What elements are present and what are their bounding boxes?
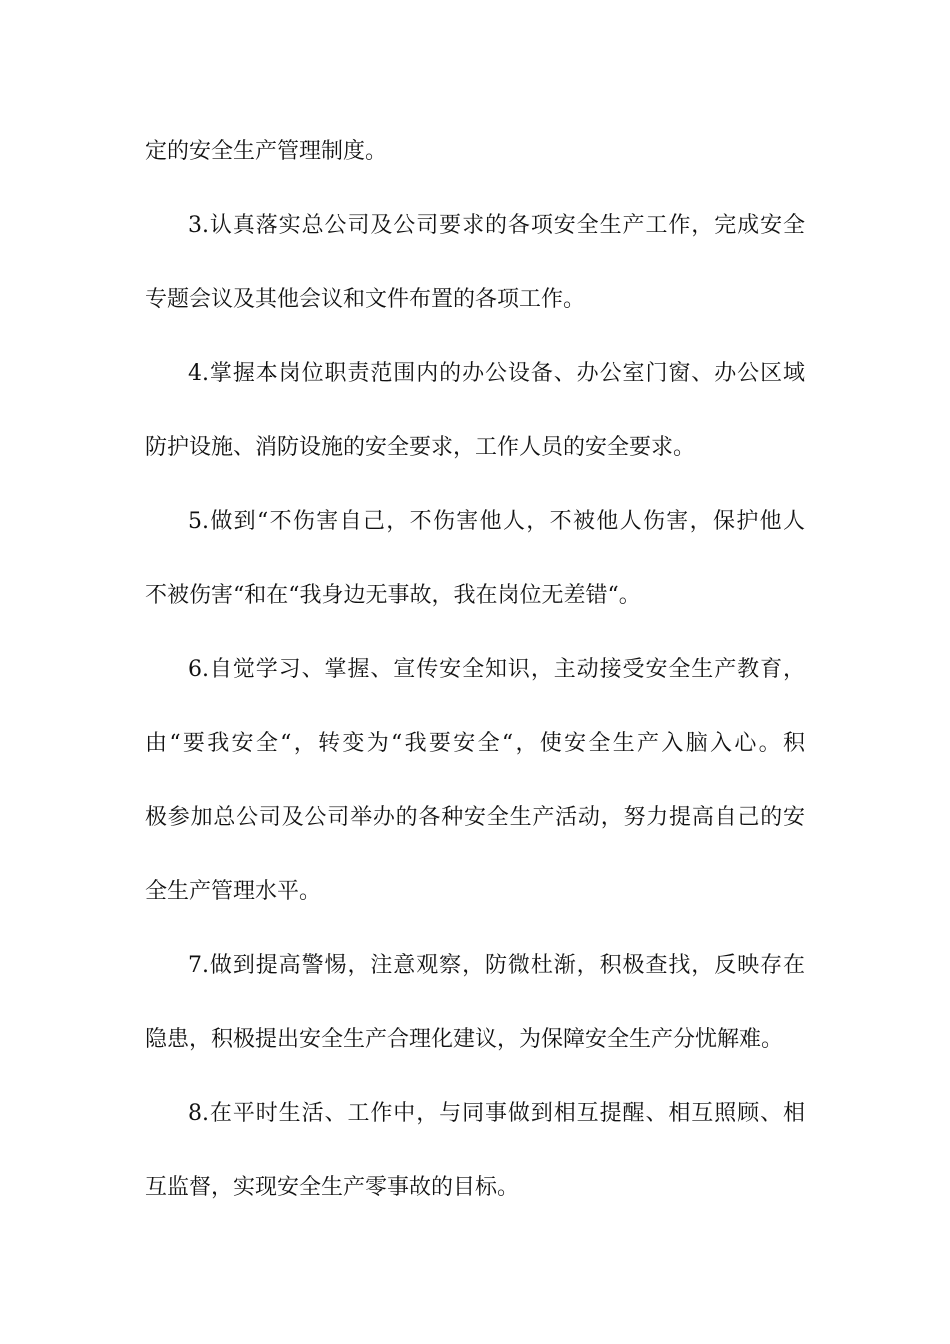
- text-line: 不被伤害“和在“我身边无事故，我在岗位无差错“。: [145, 583, 641, 608]
- text-line: 5.做到“不伤害自己，不伤害他人，不被他人伤害，保护他人: [188, 509, 805, 534]
- text-line: 3.认真落实总公司及公司要求的各项安全生产工作，完成安全: [188, 213, 805, 238]
- text-line: 4.掌握本岗位职责范围内的办公设备、办公室门窗、办公区域: [188, 361, 805, 386]
- text-line: 7.做到提高警惕，注意观察，防微杜渐，积极查找，反映存在: [188, 953, 805, 978]
- text-line: 极参加总公司及公司举办的各种安全生产活动，努力提高自己的安: [145, 805, 805, 830]
- text-line: 全生产管理水平。: [145, 879, 322, 904]
- text-line: 6.自觉学习、掌握、宣传安全知识，主动接受安全生产教育，: [188, 657, 805, 682]
- text-line: 由“要我安全“，转变为“我要安全“，使安全生产入脑入心。积: [145, 731, 805, 756]
- text-line: 8.在平时生活、工作中，与同事做到相互提醒、相互照顾、相: [188, 1101, 805, 1126]
- text-line: 防护设施、消防设施的安全要求，工作人员的安全要求。: [145, 435, 696, 460]
- text-line: 专题会议及其他会议和文件布置的各项工作。: [145, 287, 586, 312]
- text-line: 隐患，积极提出安全生产合理化建议，为保障安全生产分忧解难。: [145, 1027, 784, 1052]
- text-line: 定的安全生产管理制度。: [145, 139, 388, 164]
- text-line: 互监督，实现安全生产零事故的目标。: [145, 1175, 520, 1200]
